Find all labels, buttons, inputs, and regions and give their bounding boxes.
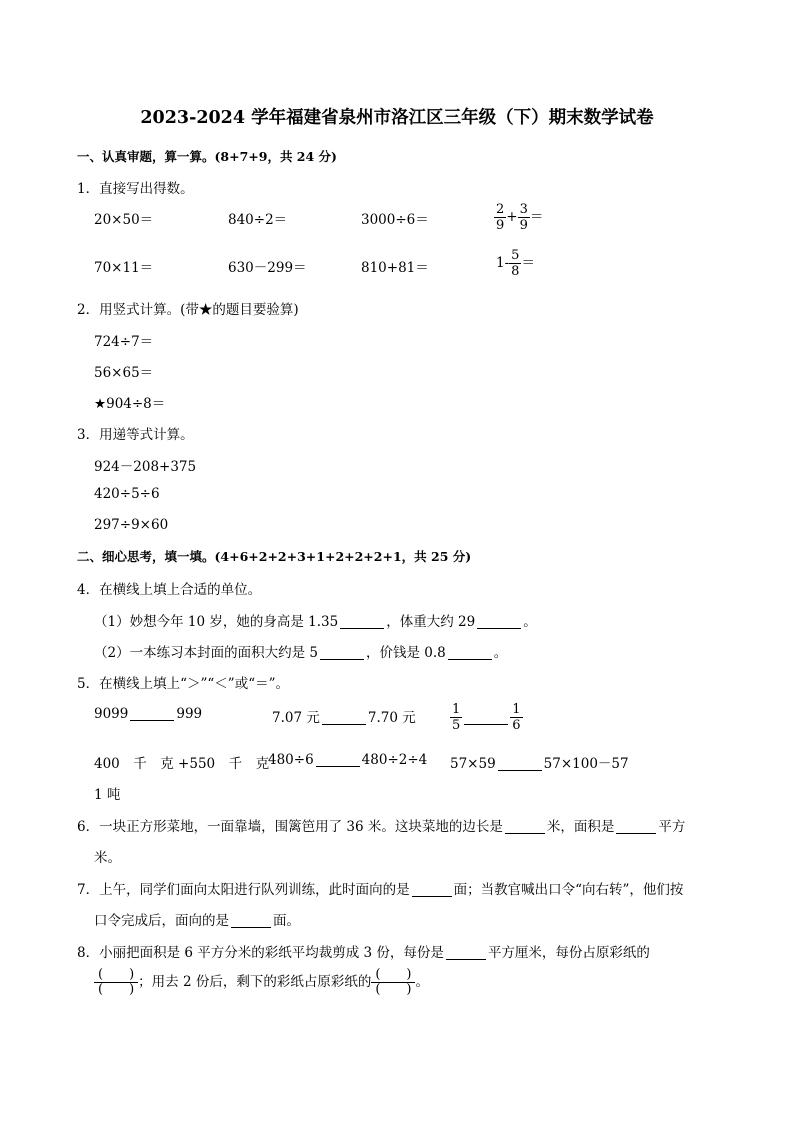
fraction-numerator: 5: [511, 248, 520, 263]
fraction: [518, 202, 530, 233]
answer-blank[interactable]: [498, 756, 542, 771]
fraction-denominator-blank: ( ): [98, 982, 135, 997]
equals-sign: ＝: [521, 255, 535, 271]
text: 999: [176, 706, 203, 722]
fraction-numerator: 3: [519, 202, 528, 217]
question-6: [77, 815, 685, 835]
text: ，价钱是 0.8: [365, 645, 446, 661]
fraction-denominator-blank: ( ): [375, 982, 412, 997]
answer-blank[interactable]: [464, 710, 508, 725]
text: 。: [493, 645, 508, 661]
text: 6．一块正方形菜地，一面靠墙，围篱笆用了 36 米。这块菜地的边长是: [77, 819, 503, 835]
answer-blank[interactable]: [446, 945, 486, 960]
q5-compare: 400 千 克 +550 千 克: [94, 756, 270, 772]
question-6-line-2: 米。: [94, 850, 121, 866]
fraction: [494, 202, 506, 233]
answer-blank[interactable]: [340, 614, 384, 629]
question-4-label: 4．在横线上填上合适的单位。: [77, 582, 262, 598]
text: 。: [415, 974, 429, 990]
text: 面；当教官喊出口令“向右转”，他们按: [453, 882, 684, 898]
text: （2）一本练习本封面的面积大约是 5: [94, 645, 318, 661]
q1-fraction-expression: [496, 248, 535, 279]
q2-item: ★904÷8＝: [94, 396, 166, 412]
q1-item: 3000÷6＝: [361, 212, 429, 228]
fraction-numerator: 2: [496, 202, 505, 217]
section-heading-1: 一、认真审题，算一算。(8+7+9，共 24 分): [77, 149, 337, 164]
text: 9099: [94, 706, 129, 722]
question-3-label: 3．用递等式计算。: [77, 427, 194, 443]
answer-blank[interactable]: [505, 819, 545, 834]
q3-item: 924－208+375: [94, 459, 197, 475]
answer-blank[interactable]: [322, 710, 366, 725]
q5-compare: [94, 706, 202, 722]
q1-item: 630－299＝: [228, 260, 307, 276]
question-1-label: 1．直接写出得数。: [77, 181, 194, 197]
q5-compare: [450, 752, 629, 772]
q3-item: 420÷5÷6: [94, 486, 160, 502]
q4-part-2: [94, 641, 507, 661]
text: 8．小丽把面积是 6 平方分米的彩纸平均裁剪成 3 份，每份是: [77, 945, 444, 961]
q1-item: 20×50＝: [94, 212, 154, 228]
question-7: [77, 878, 683, 898]
q3-item: 297÷9×60: [94, 517, 169, 533]
answer-blank[interactable]: [448, 645, 492, 660]
text: ，体重大约 29: [386, 614, 476, 630]
fraction-denominator: 9: [519, 218, 528, 233]
q5-compare: [272, 706, 416, 726]
question-7-line-2: [94, 909, 300, 929]
answer-blank[interactable]: [130, 706, 174, 721]
fraction: [510, 702, 522, 733]
q5-compare: 1 吨: [94, 787, 121, 803]
question-8: [77, 941, 650, 961]
text: （1）妙想今年 10 岁，她的身高是 1.35: [94, 614, 339, 630]
fraction: [509, 248, 521, 279]
question-2-label: 2．用竖式计算。(带★的题目要验算): [77, 302, 299, 318]
whole-number: 1: [496, 255, 505, 271]
q1-item: 70×11＝: [94, 260, 154, 276]
text: 米，面积是: [546, 819, 615, 835]
q5-fraction-compare: [450, 702, 523, 733]
page-title: 2023-2024 学年福建省泉州市洛江区三年级（下）期末数学试卷: [140, 108, 654, 128]
q4-part-1: [94, 610, 537, 630]
fraction-answer-blank[interactable]: [371, 968, 415, 997]
fraction-numerator: 1: [452, 702, 461, 717]
text: 480÷6: [268, 752, 314, 768]
text: 480÷2÷4: [361, 752, 428, 768]
text: 7．上午，同学们面向太阳进行队列训练，此时面向的是: [77, 882, 410, 898]
equals-sign: ＝: [529, 209, 544, 225]
answer-blank[interactable]: [616, 819, 656, 834]
fraction-denominator: 5: [452, 718, 461, 733]
q1-item: 840÷2＝: [228, 212, 288, 228]
question-8-line-2: [94, 968, 429, 997]
q5-compare: [268, 752, 427, 768]
fraction: [450, 702, 462, 733]
q2-item: 724÷7＝: [94, 334, 154, 350]
text: 平方: [658, 819, 686, 835]
answer-blank[interactable]: [316, 752, 360, 767]
fraction-denominator: 9: [496, 218, 505, 233]
fraction-denominator: 8: [511, 264, 520, 279]
section-heading-2: 二、细心思考，填一填。(4+6+2+2+3+1+2+2+2+1，共 25 分): [77, 549, 472, 564]
text: 7.70 元: [367, 710, 416, 726]
q1-fraction-expression: [494, 202, 543, 233]
fraction-answer-blank[interactable]: [94, 968, 138, 997]
fraction-numerator-blank: ( ): [371, 968, 415, 983]
text: 。: [523, 614, 537, 630]
text: 57×59: [450, 756, 496, 772]
q1-item: 810+81＝: [361, 260, 429, 276]
text: 平方厘米，每份占原彩纸的: [487, 945, 650, 961]
question-5-label: 5．在横线上填上“＞”“＜”或“＝”。: [77, 676, 289, 692]
answer-blank[interactable]: [412, 882, 452, 897]
answer-blank[interactable]: [231, 913, 271, 928]
fraction-denominator: 6: [512, 718, 521, 733]
operator: +: [506, 209, 518, 225]
q2-item: 56×65＝: [94, 365, 154, 381]
text: 7.07 元: [272, 710, 320, 726]
text: ；用去 2 份后，剩下的彩纸占原彩纸的: [138, 974, 372, 990]
text: 口令完成后，面向的是: [94, 913, 229, 929]
text: 57×100－57: [543, 756, 629, 772]
fraction-numerator-blank: ( ): [94, 968, 138, 983]
answer-blank[interactable]: [477, 614, 521, 629]
text: 面。: [273, 913, 300, 929]
fraction-numerator: 1: [512, 702, 521, 717]
operator: -: [504, 255, 510, 271]
answer-blank[interactable]: [320, 645, 364, 660]
